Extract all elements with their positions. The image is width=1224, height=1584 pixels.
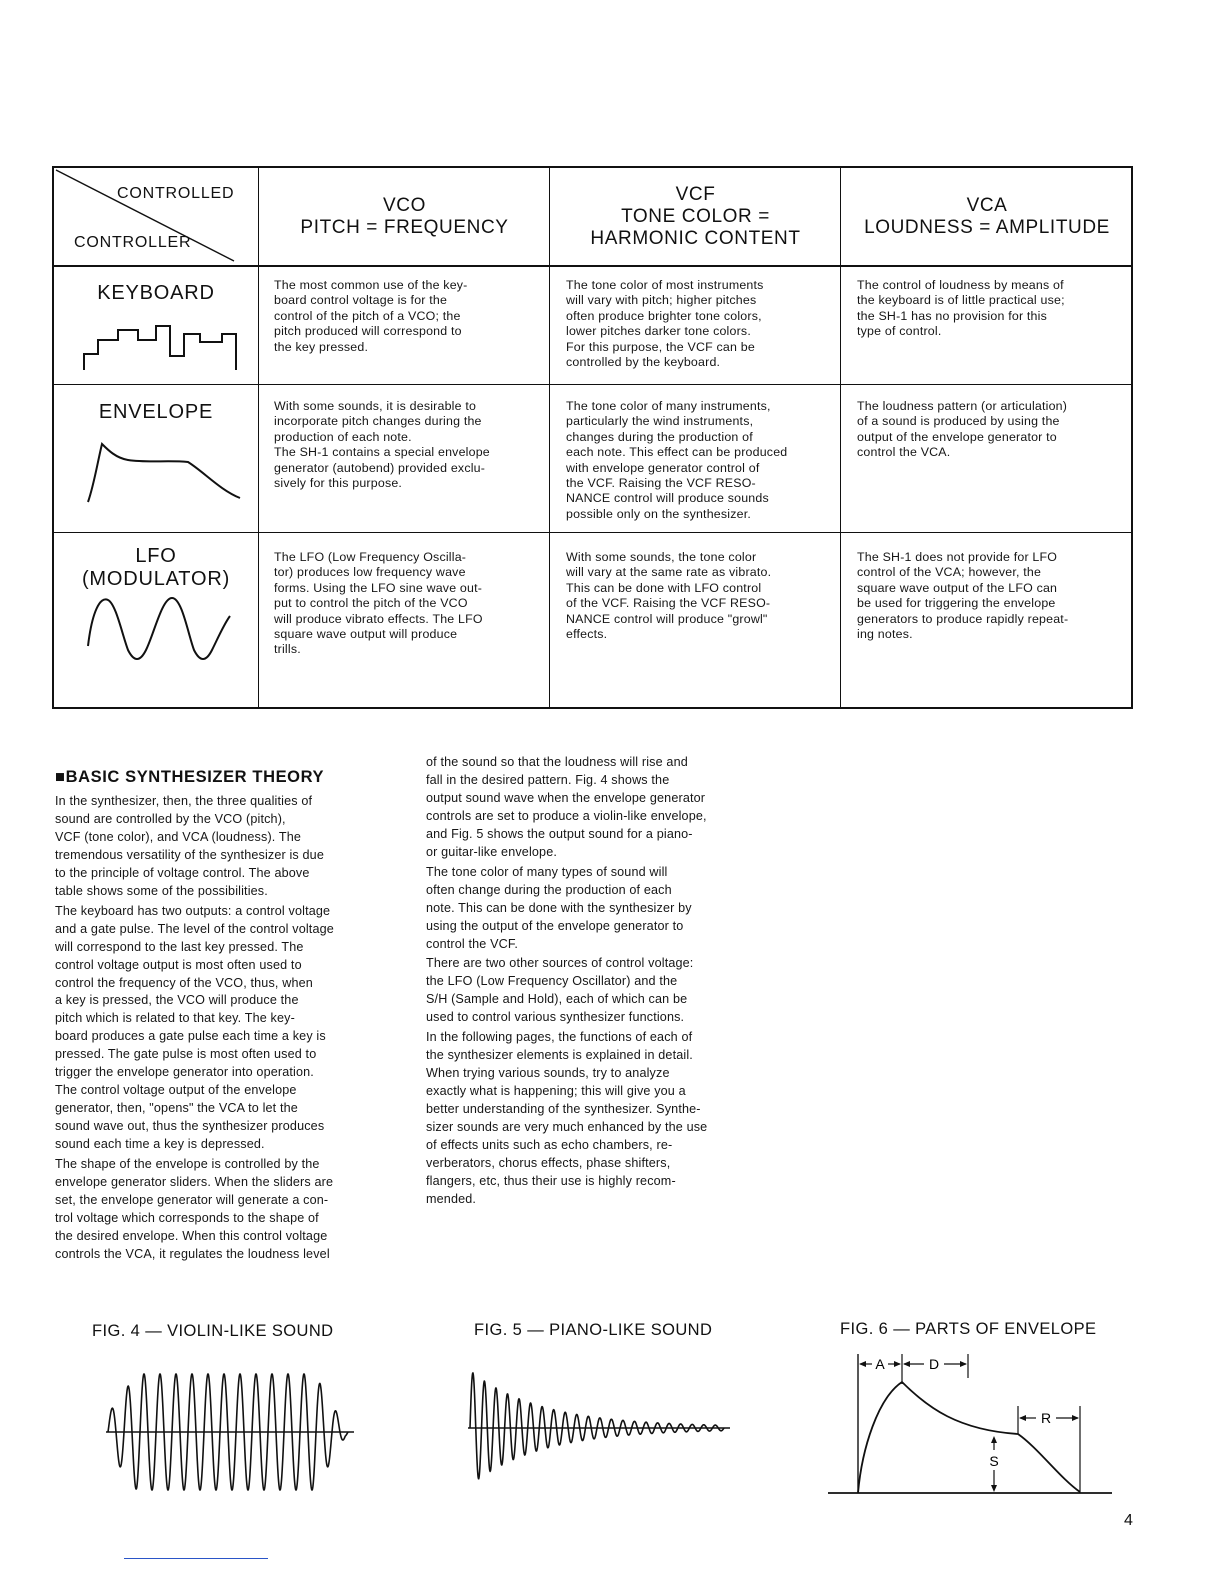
theory-line: to the principle of voltage control. The above xyxy=(55,865,310,880)
theory-line: better understanding of the synthesizer. Synthe- xyxy=(426,1102,701,1117)
header-vco-line2: PITCH = FREQUENCY xyxy=(300,216,509,238)
cell-text-line: effects. xyxy=(566,627,608,642)
cell-text-line: The tone color of most instruments xyxy=(566,278,764,292)
cell-text-line: incorporate pitch changes during the xyxy=(274,414,482,429)
cell-text-line: type of control. xyxy=(857,324,942,339)
theory-line: generator, then, "opens" the VCA to let the xyxy=(55,1101,298,1116)
cell-envelope-vca xyxy=(857,399,1115,461)
cell-text-line: The SH-1 does not provide for LFO xyxy=(857,550,1058,564)
theory-paragraph xyxy=(426,864,753,954)
cell-text-line: of a sound is produced by using the xyxy=(857,414,1060,429)
cell-text-line: square wave output of the LFO can xyxy=(857,580,1058,595)
theory-line: a key is pressed, the VCO will produce the xyxy=(55,993,299,1008)
theory-line: of the sound so that the loudness will rise and xyxy=(426,755,688,769)
theory-line: control the VCF. xyxy=(426,936,518,951)
cell-text-line: The tone color of many instruments, xyxy=(566,399,771,413)
theory-line: the desired envelope. When this control voltage xyxy=(55,1228,328,1243)
cell-text-line: put to control the pitch of the VCO xyxy=(274,596,468,611)
theory-line: sound wave out, thus the synthesizer produces xyxy=(55,1119,325,1134)
cell-text-line: will produce vibrato effects. The LFO xyxy=(274,611,483,626)
cell-text-line: This can be done with LFO control xyxy=(566,580,762,595)
theory-line: sizer sounds are very much enhanced by the use xyxy=(426,1120,708,1135)
theory-line: the LFO (Low Frequency Oscillator) and the xyxy=(426,974,678,989)
cell-text-line: will vary at the same rate as vibrato. xyxy=(566,565,772,580)
cell-text-line: controlled by the keyboard. xyxy=(566,355,721,370)
theory-line: often change during the production of each xyxy=(426,882,672,897)
cell-lfo-vcf xyxy=(566,550,824,642)
cell-text-line: of the VCF. Raising the VCF RESO- xyxy=(566,596,771,611)
corner-controller-label: CONTROLLER xyxy=(74,234,192,251)
theory-line: envelope generator sliders. When the sliders are xyxy=(55,1175,334,1190)
page-number: 4 xyxy=(1124,1512,1133,1529)
header-vcf xyxy=(551,168,840,265)
cell-text-line: forms. Using the LFO sine wave out- xyxy=(274,580,483,595)
row-label-lfo-line1: LFO xyxy=(135,545,177,567)
theory-line: flangers, etc, thus their use is highly recom- xyxy=(426,1173,676,1188)
cell-text-line: changes during the production of xyxy=(566,429,753,444)
theory-paragraph xyxy=(426,754,753,862)
theory-line: note. This can be done with the synthesizer by xyxy=(426,900,692,915)
theory-line: board produces a gate pulse each time a key is xyxy=(55,1029,326,1044)
cell-text-line: will vary with pitch; higher pitches xyxy=(566,293,757,308)
cell-text-line: sively for this purpose. xyxy=(274,476,403,491)
cell-text-line: NANCE control will produce "growl" xyxy=(566,611,768,626)
theory-line: and a gate pulse. The level of the control voltage xyxy=(55,921,334,936)
cell-text-line: the SH-1 has no provision for this xyxy=(857,308,1047,323)
theory-line: table shows some of the possibilities. xyxy=(55,883,268,898)
theory-line: controls the VCA, it regulates the loudness level xyxy=(55,1246,330,1261)
header-vca xyxy=(842,168,1132,265)
theory-line: exactly what is happening; this will give you a xyxy=(426,1084,686,1099)
envelope-curve-icon xyxy=(76,430,246,510)
theory-line: The shape of the envelope is controlled by the xyxy=(55,1157,320,1172)
theory-line: The control voltage output of the envelope xyxy=(55,1083,297,1098)
row-label-lfo-line2: (MODULATOR) xyxy=(81,568,231,590)
theory-line: When trying various sounds, try to analyze xyxy=(426,1066,670,1081)
theory-line: mended. xyxy=(426,1191,477,1206)
fig6-label-d: D xyxy=(928,1356,940,1372)
theory-paragraph xyxy=(55,793,387,901)
cell-keyboard-vcf xyxy=(566,278,824,370)
fig6-label-s: S xyxy=(989,1453,999,1469)
header-vca-line2: LOUDNESS = AMPLITUDE xyxy=(864,216,1110,238)
table-divider xyxy=(840,168,841,707)
theory-line: In the following pages, the functions of each of xyxy=(426,1030,693,1045)
header-vca-line1: VCA xyxy=(966,194,1008,216)
theory-line: the synthesizer elements is explained in detail. xyxy=(426,1048,693,1063)
cell-text-line: particularly the wind instruments, xyxy=(566,414,754,429)
theory-line: trol voltage which corresponds to the shape of xyxy=(55,1210,319,1225)
cell-text-line: control the VCA. xyxy=(857,445,951,460)
theory-line: control the frequency of the VCO, thus, when xyxy=(55,975,313,990)
cell-text-line: NANCE control will produce sounds xyxy=(566,491,769,506)
theory-paragraph xyxy=(426,955,753,1027)
theory-line: sound are controlled by the VCO (pitch), xyxy=(55,811,286,826)
cell-text-line: The SH-1 contains a special envelope xyxy=(274,445,490,460)
cell-text-line: be used for triggering the envelope xyxy=(857,596,1056,611)
cell-keyboard-vca xyxy=(857,278,1115,340)
row-label-lfo xyxy=(54,545,258,591)
corner-controlled-label: CONTROLLED xyxy=(117,185,235,202)
sine-wave-icon xyxy=(78,594,248,664)
cell-text-line: the keyboard is of little practical use; xyxy=(857,293,1065,308)
cell-text-line: The loudness pattern (or articulation) xyxy=(857,399,1068,413)
cell-text-line: generator (autobend) provided exclu- xyxy=(274,460,486,475)
cell-text-line: pitch produced will correspond to xyxy=(274,324,462,339)
theory-line: will correspond to the last key pressed. The xyxy=(55,939,304,954)
cell-text-line: lower pitches darker tone colors. xyxy=(566,324,751,339)
theory-line: pitch which is related to that key. The key- xyxy=(55,1011,295,1026)
cell-text-line: each note. This effect can be produced xyxy=(566,445,788,460)
theory-line: sound each time a key is depressed. xyxy=(55,1137,265,1152)
cell-text-line: the key pressed. xyxy=(274,339,369,354)
theory-line: set, the envelope generator will generate a con- xyxy=(55,1192,329,1207)
theory-line: pressed. The gate pulse is most often used to xyxy=(55,1047,317,1062)
fig6-envelope-diagram xyxy=(828,1348,1112,1498)
fig6-label-r: R xyxy=(1040,1410,1052,1426)
keyboard-steps-icon xyxy=(76,304,246,374)
theory-right-column xyxy=(426,754,753,1211)
cell-text-line: control of the pitch of a VCO; the xyxy=(274,308,461,323)
table-divider xyxy=(549,168,550,707)
theory-line: In the synthesizer, then, the three qualities of xyxy=(55,794,313,808)
theory-line: controls are set to produce a violin-like envelope, xyxy=(426,808,707,823)
fig6-title: FIG. 6 — PARTS OF ENVELOPE xyxy=(840,1320,1097,1338)
cell-text-line: possible only on the synthesizer. xyxy=(566,506,751,521)
theory-line: tremendous versatility of the synthesizer is due xyxy=(55,847,324,862)
cell-keyboard-vco xyxy=(274,278,532,355)
footer-rule xyxy=(124,1558,268,1559)
cell-text-line: ing notes. xyxy=(857,627,913,642)
theory-line: of effects units such as echo chambers, re- xyxy=(426,1138,673,1153)
cell-text-line: square wave output will produce xyxy=(274,627,458,642)
cell-text-line: board control voltage is for the xyxy=(274,293,448,308)
theory-line: and Fig. 5 shows the output sound for a piano- xyxy=(426,826,693,841)
theory-line: VCF (tone color), and VCA (loudness). The xyxy=(55,829,302,844)
fig6-label-a: A xyxy=(875,1356,885,1372)
table-divider xyxy=(258,168,259,707)
waveform-trace xyxy=(470,1373,724,1479)
cell-text-line: The most common use of the key- xyxy=(274,278,468,292)
fig5-title: FIG. 5 — PIANO-LIKE SOUND xyxy=(474,1321,713,1339)
cell-text-line: control of the VCA; however, the xyxy=(857,565,1042,580)
cell-text-line: tor) produces low frequency wave xyxy=(274,565,466,580)
header-vcf-line2: TONE COLOR = xyxy=(621,205,770,227)
header-vcf-line1: VCF xyxy=(675,183,716,205)
theory-line: control voltage output is most often used to xyxy=(55,957,302,972)
fig4-violin-waveform xyxy=(100,1372,360,1498)
cell-text-line: often produce brighter tone colors, xyxy=(566,308,762,323)
fig5-piano-waveform xyxy=(462,1370,732,1496)
cell-text-line: The control of loudness by means of xyxy=(857,278,1064,292)
table-divider xyxy=(54,532,1131,533)
cell-text-line: with envelope generator control of xyxy=(566,460,760,475)
section-title-basic-theory: ■BASIC SYNTHESIZER THEORY xyxy=(55,768,325,786)
theory-line: verberators, chorus effects, phase shifters, xyxy=(426,1155,671,1170)
theory-line: output sound wave when the envelope generator xyxy=(426,790,706,805)
cell-text-line: output of the envelope generator to xyxy=(857,429,1057,444)
cell-text-line: generators to produce rapidly repeat- xyxy=(857,611,1069,626)
theory-paragraph xyxy=(55,903,387,1154)
cell-envelope-vco xyxy=(274,399,532,491)
cell-text-line: production of each note. xyxy=(274,429,412,444)
cell-text-line: For this purpose, the VCF can be xyxy=(566,339,755,354)
table-divider xyxy=(54,384,1131,385)
theory-line: using the output of the envelope generator to xyxy=(426,918,684,933)
theory-line: There are two other sources of control voltage: xyxy=(426,956,694,971)
row-label-keyboard: KEYBOARD xyxy=(97,282,215,304)
cell-text-line: the VCF. Raising the VCF RESO- xyxy=(566,476,756,491)
header-vco-line1: VCO xyxy=(383,194,426,216)
theory-line: The tone color of many types of sound will xyxy=(426,864,668,879)
theory-line: trigger the envelope generator into operation. xyxy=(55,1065,314,1080)
theory-line: S/H (Sample and Hold), each of which can be xyxy=(426,992,688,1007)
cell-text-line: trills. xyxy=(274,642,301,657)
theory-line: or guitar-like envelope. xyxy=(426,844,558,859)
theory-line: used to control various synthesizer functions. xyxy=(426,1010,685,1025)
header-vco xyxy=(260,168,549,265)
fig4-title: FIG. 4 — VIOLIN-LIKE SOUND xyxy=(92,1322,334,1340)
cell-text-line: With some sounds, it is desirable to xyxy=(274,399,477,413)
theory-paragraph xyxy=(426,1029,753,1209)
cell-text-line: With some sounds, the tone color xyxy=(566,550,757,564)
cell-lfo-vco xyxy=(274,550,532,658)
theory-paragraph xyxy=(55,1156,387,1264)
row-label-envelope: ENVELOPE xyxy=(98,401,214,423)
cell-lfo-vca xyxy=(857,550,1115,642)
cell-text-line: The LFO (Low Frequency Oscilla- xyxy=(274,550,467,564)
control-table xyxy=(52,166,1133,709)
cell-envelope-vcf xyxy=(566,399,824,522)
header-vcf-line3: HARMONIC CONTENT xyxy=(590,227,801,249)
theory-left-column xyxy=(55,793,387,1266)
theory-line: The keyboard has two outputs: a control voltage xyxy=(55,903,331,918)
theory-line: fall in the desired pattern. Fig. 4 shows the xyxy=(426,772,670,787)
